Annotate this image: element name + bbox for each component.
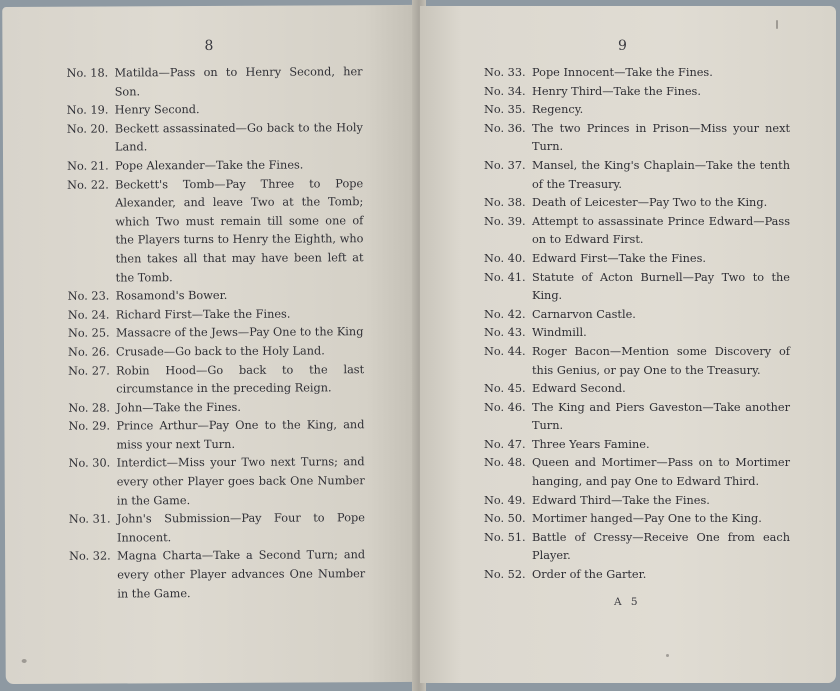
list-item	[68, 416, 364, 455]
entry-number: No. 26.	[68, 345, 110, 359]
entry-number: No. 42.	[484, 307, 526, 321]
list-item	[484, 120, 790, 157]
left-entry-list	[67, 63, 366, 604]
entry-number: No. 27.	[68, 364, 110, 378]
list-item	[484, 324, 790, 343]
list-item	[69, 454, 365, 511]
entry-text: Magna Charta—Take a Second Turn; and every other Player advances One Number in the Game.	[117, 548, 366, 601]
list-item	[484, 454, 790, 491]
entry-text: John's Submission—Pay Four to Pope Innocent.	[116, 511, 365, 545]
entry-number: No. 38.	[484, 196, 526, 210]
list-item	[484, 529, 790, 566]
list-item	[67, 100, 363, 120]
entry-number: No. 34.	[484, 84, 526, 98]
entry-number: No. 25.	[67, 326, 110, 341]
entry-number: No. 31.	[68, 512, 111, 526]
entry-text: Regency.	[532, 103, 584, 117]
list-item	[484, 306, 790, 325]
ink-spot	[22, 659, 27, 663]
entry-text: Pope Innocent—Take the Fines.	[532, 66, 713, 79]
entry-number: No. 37.	[484, 158, 526, 172]
entry-number: No. 24.	[67, 308, 110, 322]
entry-text: Battle of Cressy—Receive One from each Player.	[532, 530, 790, 563]
list-item	[68, 305, 364, 325]
entry-number: No. 30.	[68, 456, 111, 471]
list-item	[67, 63, 363, 102]
entry-text: Queen and Mortimer—Pass on to Mortimer hanging, and pay One to Edward Third.	[532, 456, 790, 489]
entry-number: No. 29.	[68, 419, 111, 434]
list-item	[67, 156, 363, 176]
list-item	[484, 510, 790, 529]
entry-number: No. 18.	[66, 66, 109, 80]
list-item	[484, 492, 790, 511]
entry-number: No. 19.	[66, 103, 109, 117]
entry-text: Prince Arthur—Pay One to the King, and miss your next Turn.	[116, 418, 365, 452]
list-item	[484, 250, 790, 269]
list-item	[68, 324, 364, 344]
entry-text: Edward First—Take the Fines.	[532, 251, 706, 265]
list-item	[484, 83, 790, 102]
left-page-number: 8	[204, 37, 214, 55]
list-item	[484, 157, 790, 194]
list-item	[484, 566, 790, 585]
entry-text: Rosamond's Bower.	[115, 289, 228, 303]
list-item	[484, 380, 790, 399]
entry-number: No. 45.	[484, 382, 526, 396]
list-item	[68, 398, 364, 418]
entry-text: Mansel, the King's Chaplain—Take the tenth of the Treasury.	[532, 158, 790, 191]
list-item	[67, 175, 364, 288]
list-item	[484, 399, 790, 436]
list-item	[484, 436, 790, 455]
signature-mark: A 5	[614, 596, 641, 608]
entry-text: Beckett assassinated—Go back to the Holy Land.	[114, 120, 363, 154]
entry-text: Edward Third—Take the Fines.	[532, 493, 710, 507]
left-page	[2, 5, 418, 684]
entry-number: No. 21.	[67, 159, 109, 173]
entry-number: No. 41.	[484, 270, 526, 284]
ink-spot	[776, 20, 778, 29]
entry-number: No. 50.	[484, 512, 526, 526]
list-item	[67, 119, 363, 158]
ink-spot	[666, 654, 669, 657]
entry-text: Interdict—Miss your Two next Turns; and every other Player goes back One Number in the Game.	[116, 455, 365, 508]
entry-text: Richard First—Take the Fines.	[115, 307, 291, 322]
entry-text: Roger Bacon—Mention some Discovery of this Genius, or pay One to the Treasury.	[532, 344, 790, 377]
entry-text: Beckett's Tomb—Pay Three to Pope Alexander, and leave Two at the Tomb; which Two must remain till some one of the Players turns to Henry the Eighth, who then takes all that may have been left at the Tomb.	[115, 176, 364, 285]
entry-text: Windmill.	[532, 326, 587, 340]
entry-number: No. 36.	[484, 121, 526, 135]
entry-number: No. 33.	[484, 66, 526, 79]
entry-text: Crusade—Go back to the Holy Land.	[116, 344, 325, 359]
entry-number: No. 43.	[484, 326, 526, 340]
entry-text: Death of Leicester—Pay Two to the King.	[532, 196, 768, 210]
list-item	[69, 509, 365, 548]
list-item	[484, 194, 790, 213]
entry-number: No. 28.	[68, 401, 111, 415]
entry-number: No. 39.	[484, 214, 526, 228]
entry-text: Carnarvon Castle.	[532, 307, 636, 321]
entry-text: John—Take the Fines.	[116, 400, 241, 415]
entry-number: No. 23.	[67, 289, 110, 303]
entry-text: Edward Second.	[532, 382, 626, 396]
entry-text: Attempt to assassinate Prince Edward—Pass on to Edward First.	[532, 214, 790, 247]
entry-number: No. 44.	[484, 344, 526, 358]
list-item	[484, 269, 790, 306]
list-item	[68, 361, 364, 400]
list-item	[69, 547, 365, 604]
entry-text: Pope Alexander—Take the Fines.	[115, 158, 304, 173]
right-page	[420, 6, 836, 683]
list-item	[484, 343, 790, 380]
entry-number: No. 46.	[484, 400, 526, 414]
list-item	[68, 342, 364, 362]
entry-text: Massacre of the Jews—Pay One to the King	[115, 325, 364, 340]
right-entry-list	[484, 64, 790, 585]
entry-number: No. 40.	[484, 251, 526, 265]
entry-number: No. 48.	[484, 456, 526, 470]
entry-text: The King and Piers Gaveston—Take another Turn.	[532, 400, 790, 433]
entry-number: No. 51.	[484, 530, 526, 544]
entry-text: The two Princes in Prison—Miss your next Turn.	[532, 121, 790, 154]
list-item	[484, 213, 790, 250]
entry-number: No. 22.	[67, 178, 109, 192]
entry-number: No. 52.	[484, 568, 526, 582]
right-page-number: 9	[618, 38, 627, 54]
entry-text: Robin Hood—Go back to the last circumstance in the preceding Reign.	[116, 362, 365, 396]
entry-number: No. 49.	[484, 493, 526, 507]
entry-number: No. 20.	[66, 122, 109, 136]
entry-number: No. 47.	[484, 437, 526, 451]
list-item	[484, 101, 790, 120]
entry-number: No. 32.	[69, 549, 111, 564]
entry-text: Three Years Famine.	[532, 437, 650, 451]
entry-text: Matilda—Pass on to Henry Second, her Son.	[114, 65, 363, 99]
list-item	[68, 286, 364, 306]
entry-text: Henry Second.	[114, 103, 200, 117]
entry-text: Order of the Garter.	[532, 568, 647, 582]
entry-text: Statute of Acton Burnell—Pay Two to the King.	[532, 270, 790, 303]
entry-number: No. 35.	[484, 103, 526, 117]
entry-text: Mortimer hanged—Pay One to the King.	[532, 512, 762, 526]
list-item	[484, 64, 790, 83]
entry-text: Henry Third—Take the Fines.	[532, 84, 701, 98]
